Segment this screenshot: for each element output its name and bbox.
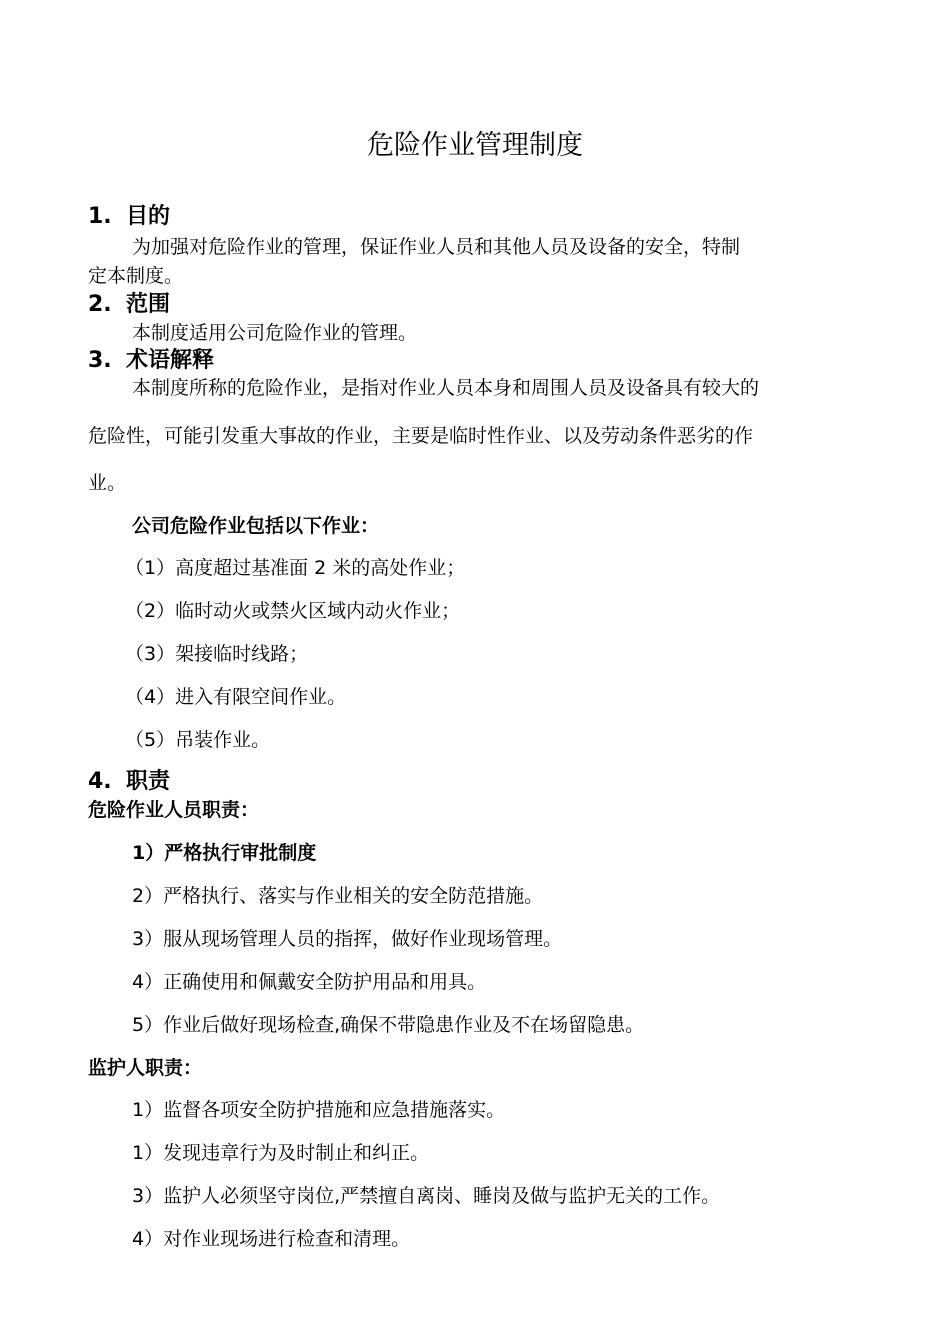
- worker-duty-item: 4）正确使用和佩戴安全防护用品和用具。: [132, 971, 487, 993]
- guardian-duties-heading: 监护人职责：: [88, 1057, 203, 1079]
- section-title: 职责: [126, 769, 171, 794]
- document-title: 危险作业管理制度: [367, 130, 583, 161]
- terms-text-line1: 本制度所称的危险作业，是指对作业人员本身和周围人员及设备具有较大的: [132, 377, 760, 399]
- dangerous-work-item: （3）架接临时线路；: [125, 643, 309, 665]
- dangerous-work-item: （5）吊装作业。: [125, 729, 271, 751]
- dangerous-work-item: （4）进入有限空间作业。: [125, 686, 347, 708]
- worker-duty-item: 3）服从现场管理人员的指挥，做好作业现场管理。: [132, 928, 563, 950]
- section-heading-terms: [88, 346, 214, 376]
- section-number: 1.: [88, 204, 112, 229]
- section-number: 2.: [88, 292, 112, 317]
- worker-duties-heading: 危险作业人员职责：: [88, 799, 260, 821]
- guardian-duty-item: 4）对作业现场进行检查和清理。: [132, 1228, 411, 1250]
- section-title: 术语解释: [126, 348, 215, 373]
- dangerous-work-list-intro: 公司危险作业包括以下作业：: [132, 515, 380, 537]
- section-heading-responsibilities: [88, 767, 170, 797]
- scope-text: 本制度适用公司危险作业的管理。: [132, 322, 418, 344]
- purpose-text-line2: 定本制度。: [88, 265, 184, 287]
- guardian-duty-item: 1）监督各项安全防护措施和应急措施落实。: [132, 1099, 506, 1121]
- terms-text-line2: 危险性，可能引发重大事故的作业，主要是临时性作业、以及劳动条件恶劣的作: [88, 425, 754, 447]
- section-heading-scope: [88, 290, 170, 320]
- section-title: 目的: [126, 204, 171, 229]
- guardian-duty-item: 1）发现违章行为及时制止和纠正。: [132, 1142, 430, 1164]
- section-number: 4.: [88, 769, 112, 794]
- section-heading-purpose: [88, 202, 170, 232]
- worker-duty-item: 5）作业后做好现场检查,确保不带隐患作业及不在场留隐患。: [132, 1014, 645, 1036]
- dangerous-work-item: （1）高度超过基准面 2 米的高处作业；: [125, 557, 466, 579]
- dangerous-work-item: （2）临时动火或禁火区域内动火作业；: [125, 600, 461, 622]
- terms-text-line3: 业。: [88, 472, 127, 494]
- worker-duty-item: 1）严格执行审批制度: [132, 842, 317, 864]
- worker-duty-item: 2）严格执行、落实与作业相关的安全防范措施。: [132, 885, 544, 907]
- guardian-duty-item: 3）监护人必须坚守岗位,严禁擅自离岗、睡岗及做与监护无关的工作。: [132, 1185, 721, 1207]
- section-number: 3.: [88, 348, 112, 373]
- purpose-text-line1: 为加强对危险作业的管理，保证作业人员和其他人员及设备的安全，特制: [132, 236, 741, 258]
- section-title: 范围: [126, 292, 171, 317]
